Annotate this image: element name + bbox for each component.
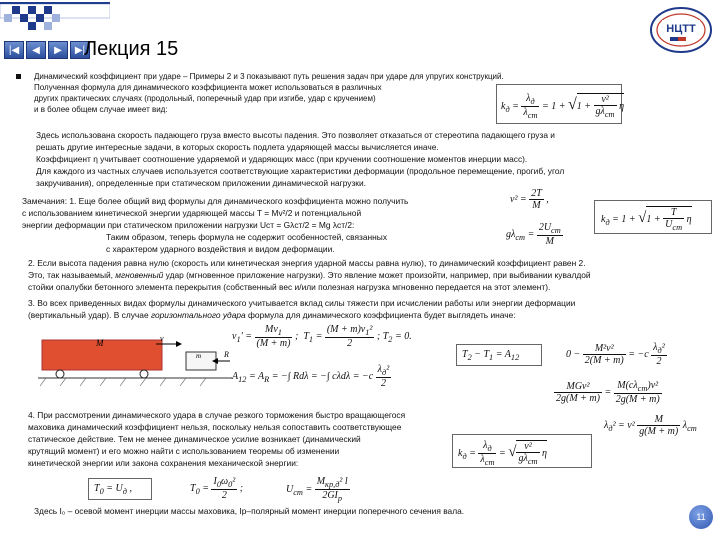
- arrow-right-icon: ▶: [54, 44, 62, 56]
- formula-kinetic-flywheel: $T_0$ = $\frac{I_0\omega_0^2}{2}$ ;: [190, 476, 244, 501]
- note4-line-4: крутящий момент) и его можно найти с использованием теоремы об изменении: [28, 446, 340, 456]
- arrow-left-icon: ◀: [32, 44, 40, 56]
- skip-back-icon: |◀: [8, 44, 20, 56]
- formula-mgv: $\frac{\text{MGv²}}{2g(M + m)}$ = $\frac{M(c\lambda_{ст})v^2}{2g(M + m)}$: [556, 380, 660, 405]
- para1-line-3: Коэффициент η учитывает соотношение ударяемой и ударяющих масс (при кручении соотношение моментов инерции масс).: [36, 154, 528, 164]
- formula-lambda-horizontal: $\lambda_д^2 = v^2$ $\frac{M}{g(M + m)}$ $\lambda_{ст}$: [604, 414, 697, 437]
- reaction-label: R: [224, 350, 229, 359]
- para1-line-5: закручивания), определенные при статическом приложении динамической нагрузки.: [36, 178, 366, 188]
- formula-box-kd: [496, 84, 625, 124]
- nav-first-button[interactable]: [4, 41, 24, 59]
- formula-box-kd-horizontal: [452, 434, 592, 468]
- para1-line-4: Для каждого из частных случаев используется соответствующие характеристики деформации (продольное перемещение, прогиб, угол: [36, 166, 565, 176]
- formula-potential-shaft: $U_{ст}$ = $\frac{M_{кр,д}^2 l}{2GI_p}$: [286, 476, 348, 503]
- page-title: Лекция 15: [84, 38, 179, 60]
- note1-line-1: Замечания: 1. Еще более общий вид формулы для динамического коэффициента можно получить: [22, 196, 409, 206]
- skip-forward-icon: ▶|: [74, 44, 86, 56]
- page-number: 11: [696, 512, 706, 522]
- formula-kd: $k_д$ = $\frac{\lambda_д}{\lambda_{ст}}$ = 1 + √1 + $\frac{\text{v²}}{g\lambda_{ст}}$ η: [501, 93, 625, 120]
- note1-line-2: с использованием кинетической энергии ударяющей массы T = Mv²/2 и потенциальной: [22, 208, 362, 218]
- note2-line-3: стойки опалубки бетонного элемента перекрытия (собственный вес и/или полезная нагрузка мгновенно передается на этот элемент).: [28, 282, 551, 292]
- note4-line-2: маховика динамический коэффициент нельзя, поскольку нельзя сопоставить соответствующее: [28, 422, 402, 432]
- formula-box-energy-balance: [456, 344, 542, 366]
- note1-line-4: Таким образом, теперь формула не содержит особенностей, связанных: [106, 232, 388, 242]
- formula-box-flywheel-energy: [88, 478, 152, 500]
- formula-box-kd-energy: [594, 200, 712, 234]
- formula-work-deformation: $A_{12} = A_R$ = −∫ Rdλ = −∫ cλdλ = −c $\frac{\lambda_д^2}{2}$: [232, 364, 390, 389]
- bullet-marker: [16, 74, 21, 79]
- header-top-line: [0, 2, 110, 4]
- formula-v-squared: v² = $\frac{2T}{M}$ ,: [510, 188, 549, 211]
- para1-line-1: Здесь использована скорость падающего груза вместо высоты падения. Это позволяет отказаться от стереотипа падающего груза и: [36, 130, 555, 140]
- intro-line-4: и в более общем случае имеет вид:: [34, 105, 168, 114]
- note4-line-5: кинетической энергии или закона сохранения механической энергии:: [28, 458, 299, 468]
- note3-line-1: 3. Во всех приведенных видах формулы динамического учитывается вклад силы тяжести при исчислении работы или энергии деформации: [28, 298, 576, 308]
- formula-flywheel-energy: $T_0 = U_д$ ,: [94, 483, 132, 496]
- note3-line-2: (вертикальный удар). В случае горизонтального удара формула для динамического коэффициента будет выглядеть иначе:: [28, 310, 516, 320]
- footer-note: Здесь I₀ – осевой момент инерции массы маховика, Iр–полярный момент инерции поперечного сечения вала.: [34, 506, 465, 516]
- note2-line-1: 2. Если высота падения равна нулю (скорость или кинетическая энергия ударной массы равна нулю), то динамический коэффициент равен 2.: [28, 258, 586, 268]
- note4-line-1: 4. При рассмотрении динамического удара в случае резкого торможения быстро вращающегося: [28, 410, 406, 420]
- velocity-label: v: [160, 334, 164, 343]
- para1-line-2: решать другие интересные задачи, в которых скорость подлета ударяющей массы вычисляется иначе.: [36, 142, 439, 152]
- note1-line-5: с характером ударного воздействия и видом деформации.: [106, 244, 335, 254]
- m-label: m: [196, 352, 202, 360]
- note1-line-3: энергии деформации при статическом приложении нагрузки Uст = Gλст/2 = Mg λст/2:: [22, 220, 355, 230]
- institution-logo: [648, 4, 714, 56]
- formula-kd-energy: $k_д = 1 + √1$ + $\frac{T}{U_{ст}}$ η: [601, 207, 692, 232]
- intro-line-1: Динамический коэффициент при ударе – Примеры 2 и 3 показывают путь решения задач при ударе для упругих конструкций.: [34, 72, 504, 81]
- formula-velocity-after-impact: $v_1'$ = $\frac{Mv_1}{(M + m)}$ ; $T_1$ = $\frac{(M + m)v_1^2}{2}$ ; $T_2 = 0$.: [232, 324, 412, 349]
- nav-next-button[interactable]: [48, 41, 68, 59]
- nav-prev-button[interactable]: [26, 41, 46, 59]
- note2-line-2: Это, так называемый, мгновенный удар (мгновенное приложение нагрузки). Это явление может произойти, например, при выбивании кувалдой: [28, 270, 591, 280]
- logo-text: НЦТТ: [666, 23, 696, 35]
- formula-horizontal-result: 0 − $\frac{\text{M²v²}}{2(M + m)}$ = −c $\frac{\lambda_д^2}{2}$: [566, 342, 665, 367]
- mass-label: M: [96, 338, 104, 348]
- formula-kd-horizontal: $k_д$ = $\frac{\lambda_д}{\lambda_{ст}}$ = √ $\frac{\text{v²}}{g\lambda_{ст}}$ η: [458, 440, 547, 467]
- formula-energy-balance: $T_2 - T_1 = A_{12}$: [462, 349, 520, 362]
- intro-line-2: Полученная формула для динамического коэффициента может использоваться в различных: [34, 83, 382, 92]
- intro-line-3: других практических случаях (продольный, поперечный удар при изгибе, удар с кручением): [34, 94, 376, 103]
- note4-line-3: статическое действие. Тем не менее динамическое усилие возникает (динамический: [28, 434, 361, 444]
- horizontal-impact-figure: [36, 330, 234, 394]
- formula-g-lambda: $g\lambda_{ст}$ = $\frac{2U_{ст}}{M}$: [506, 222, 561, 247]
- page-number-badge: [689, 505, 713, 529]
